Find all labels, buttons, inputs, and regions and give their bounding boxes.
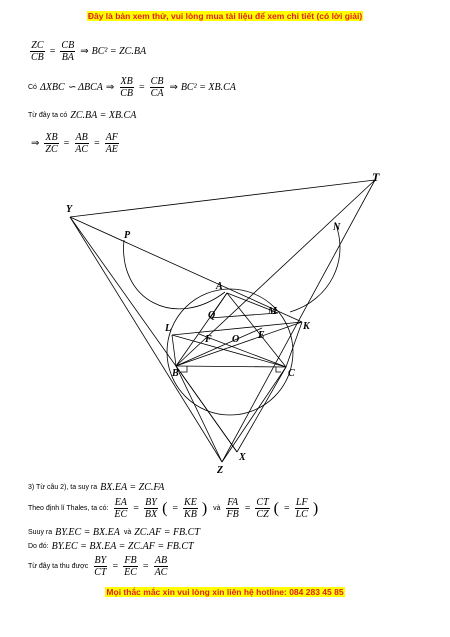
implies-sign: ⇒	[169, 82, 178, 93]
fraction	[113, 497, 128, 520]
denominator: CB	[31, 52, 44, 63]
line-cx	[237, 367, 286, 452]
denominator: BA	[61, 52, 74, 63]
implies-sign: ⇒	[105, 82, 115, 93]
line-prefix: 3) Từ câu 2), ta suy ra	[28, 484, 98, 491]
line-yt	[70, 180, 375, 217]
equation-result: BC² = XB.CA	[180, 82, 236, 93]
line-prefix: Từ đây ta thu được	[28, 563, 89, 570]
numerator: AF	[105, 132, 118, 143]
numerator: KE	[184, 497, 197, 508]
equation-line-6	[28, 497, 320, 520]
label-e: E	[258, 330, 265, 341]
numerator: AB	[154, 555, 168, 566]
fraction	[123, 555, 138, 578]
fraction	[93, 555, 107, 578]
label-k: K	[303, 321, 310, 332]
arc-right	[290, 222, 340, 312]
and-word: và	[123, 529, 132, 536]
fraction	[183, 497, 198, 520]
equation-result: ZC.AF = FB.CT	[134, 527, 200, 538]
paren-close: )	[201, 499, 208, 517]
denominator: CA	[150, 88, 164, 99]
bottom-banner	[0, 587, 450, 597]
equals-sign: =	[133, 503, 139, 514]
and-word: và	[213, 505, 221, 512]
numerator: AB	[75, 132, 88, 143]
denominator: EC	[114, 509, 128, 520]
top-banner-text: Đây là bản xem thử, vui lòng mua tài liệu để xem chi tiết (có lời giải)	[87, 11, 363, 21]
numerator: XB	[45, 132, 58, 143]
line-prefix: Theo định lí Thales, ta có:	[28, 505, 109, 512]
fraction	[255, 497, 269, 520]
numerator: BY	[145, 497, 157, 508]
equation-line-8	[28, 541, 194, 552]
equation-result: ZC.BA = XB.CA	[70, 110, 137, 121]
bottom-banner-text: Mọi thắc mắc xin vui lòng xin liên hệ hotline: 084 283 45 85	[106, 587, 344, 597]
denominator: KB	[184, 509, 197, 520]
numerator: LF	[295, 497, 308, 508]
label-a: A	[216, 281, 223, 292]
fraction	[154, 555, 169, 578]
line-bz	[176, 366, 222, 462]
numerator: FA	[227, 497, 239, 508]
fraction	[226, 497, 240, 520]
paren-close: )	[312, 499, 319, 517]
arc-left	[124, 240, 225, 309]
paren-open: (	[162, 499, 168, 517]
numerator: EA	[114, 497, 127, 508]
numerator: BY	[94, 555, 107, 566]
line-bx	[176, 366, 237, 452]
label-m: M	[268, 306, 277, 317]
fraction	[144, 497, 158, 520]
right-angle-b	[181, 366, 187, 372]
line-prefix: Từ đây ta có	[28, 112, 68, 119]
numerator: CB	[150, 76, 164, 87]
label-o: O	[232, 334, 240, 345]
paren-open: (	[273, 499, 279, 517]
numerator: FB	[124, 555, 137, 566]
equals-sign: =	[139, 82, 145, 93]
label-c: C	[288, 368, 295, 379]
equals-sign: =	[244, 503, 251, 514]
denominator: ZC	[45, 144, 58, 155]
denominator: FB	[226, 509, 239, 520]
label-x: X	[239, 452, 246, 463]
right-angle-c	[276, 367, 281, 372]
label-y: Y	[66, 204, 73, 215]
label-p: P	[124, 230, 131, 241]
equation-result: BX.EA = ZC.FA	[100, 482, 165, 493]
equals-sign: =	[49, 46, 56, 57]
numerator: CB	[61, 40, 75, 51]
fraction	[295, 497, 309, 520]
denominator: CZ	[256, 509, 269, 520]
denominator: AC	[154, 567, 168, 578]
equation-line-9	[28, 555, 170, 578]
numerator: CT	[256, 497, 269, 508]
line-prefix: Có	[28, 84, 37, 91]
label-z: Z	[217, 465, 224, 476]
label-t: T	[372, 170, 380, 184]
numerator: XB	[120, 76, 133, 87]
line-bc	[176, 366, 286, 367]
line-cz	[222, 367, 286, 462]
label-l: L	[165, 323, 172, 334]
equation-result: BC² = ZC.BA	[91, 46, 147, 57]
label-b: B	[172, 368, 179, 379]
line-tz	[222, 180, 375, 462]
line-yz	[70, 217, 222, 462]
equation-line-7	[28, 527, 200, 538]
line-prefix: Do đó:	[28, 543, 49, 550]
label-f: F	[205, 334, 212, 345]
denominator: LC	[295, 509, 308, 520]
equals-sign: =	[172, 503, 179, 514]
denominator: EC	[124, 567, 137, 578]
similar-triangles: ΔXBC ∽ ΔBCA	[39, 82, 103, 93]
denominator: BX	[144, 509, 158, 520]
numerator: ZC	[31, 40, 44, 51]
equation-line-5	[28, 482, 164, 493]
implies-sign: ⇒	[80, 46, 89, 57]
denominator: CT	[94, 567, 107, 578]
equals-sign: =	[94, 138, 100, 149]
label-q: Q	[208, 310, 216, 321]
equals-sign: =	[142, 561, 149, 572]
denominator: AC	[75, 144, 89, 155]
equals-sign: =	[112, 561, 119, 572]
equals-sign: =	[63, 138, 70, 149]
equation-result: BY.EC = BX.EA = ZC.AF = FB.CT	[51, 541, 194, 552]
denominator: AE	[105, 144, 118, 155]
line-prefix: Suuy ra	[28, 529, 53, 536]
label-n: N	[333, 222, 341, 233]
equals-sign: =	[283, 503, 290, 514]
denominator: CB	[120, 88, 134, 99]
equation-result: BY.EC = BX.EA	[55, 527, 120, 538]
implies-sign: ⇒	[31, 138, 40, 149]
line-lc	[172, 335, 286, 367]
